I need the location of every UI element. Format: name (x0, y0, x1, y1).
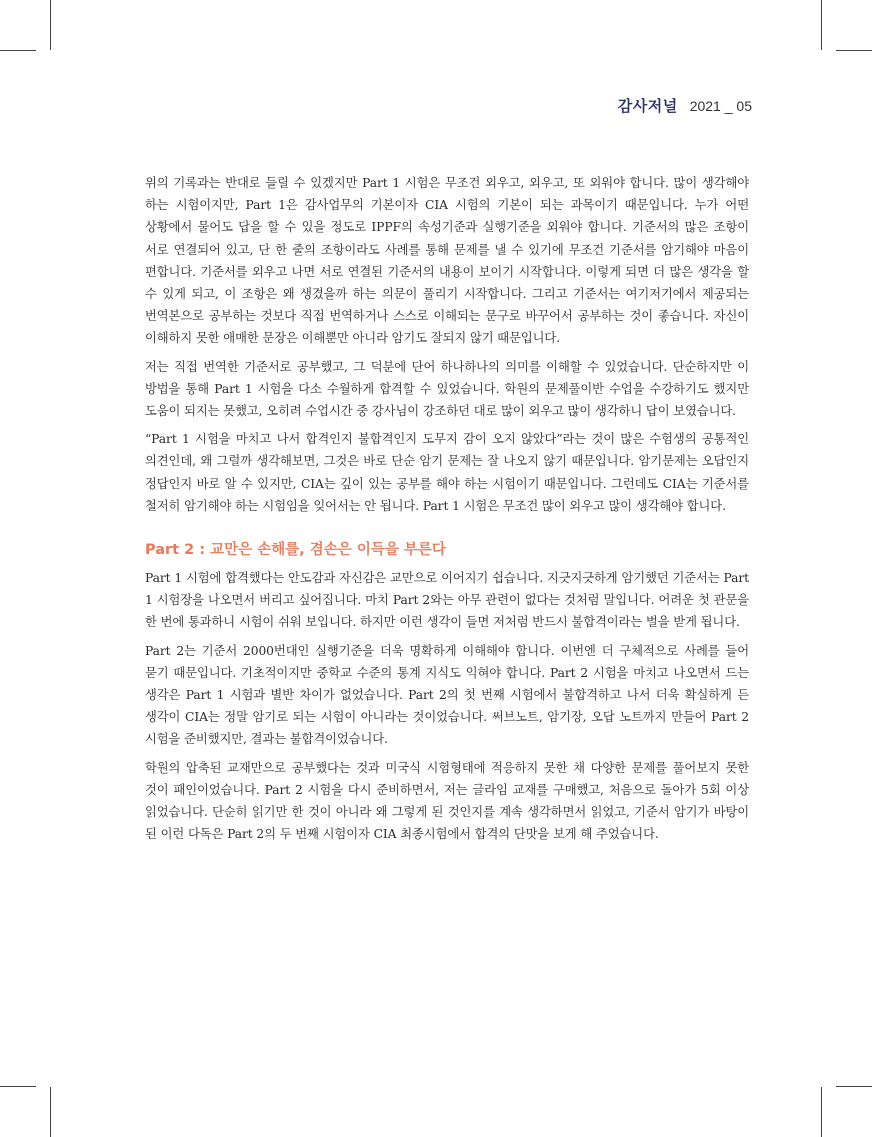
crop-mark-top-right-v (821, 0, 822, 50)
paragraph: 위의 기록과는 반대로 들릴 수 있겠지만 Part 1 시험은 무조건 외우고, 외우고, 또 외워야 합니다. 많이 생각해야 하는 시험이지만, Part 1은 감사업무의 기본이자 CIA 시험의 기본이 되는 과목이기 때문입니다. 누가 어떤 상황에서 물어도 답을 할 수 있을 정도로 IPPF의 속성기준과 실행기준을 외워야 합니다. 기준서의 많은 조항이 서로 연결되어 있고, 단 한 줄의 조항이라도 사례를 통해 문제를 낼 수 있기에 무조건 기준서를 암기해야 마음이 편합니다. 기준서를 외우고 나면 서로 연결된 기준서의 내용이 보이기 시작합니다. 이렇게 되면 더 많은 생각을 할 수 있게 되고, 이 조항은 왜 생겼을까 하는 의문이 풀리기 시작합니다. 그리고 기준서는 여기저기에서 제공되는 번역본으로 공부하는 것보다 직접 번역하거나 스스로 이해되는 문구로 바꾸어서 공부하는 것이 좋습니다. 자신이 이해하지 못한 애매한 문장은 이해뿐만 아니라 암기도 잘되지 않기 때문입니다. (145, 176, 749, 346)
crop-mark-top-left-v (50, 0, 51, 50)
crop-mark-top-left-h (0, 50, 36, 51)
issue-number: 2021 _ 05 (689, 98, 752, 114)
article-body (145, 172, 749, 851)
crop-mark-bottom-right-v (821, 1087, 822, 1137)
crop-mark-bottom-left-h (0, 1086, 36, 1087)
paragraph: Part 2는 기준서 2000번대인 실행기준을 더욱 명확하게 이해해야 합니다. 이번엔 더 구체적으로 사례를 들어 묻기 때문입니다. 기초적이지만 중학교 수준의 통계 지식도 익혀야 합니다. Part 2 시험을 마치고 나오면서 드는 생각은 Part 1 시험과 별반 차이가 없었습니다. Part 2의 첫 번째 시험에서 불합격하고 나서 더욱 확실하게 든 생각이 CIA는 정말 암기로 되는 시험이 아니라는 것이었습니다. 써브노트, 암기장, 오답 노트까지 만들어 Part 2 시험을 준비했지만, 결과는 불합격이었습니다. (145, 643, 749, 747)
crop-mark-top-right-h (836, 50, 872, 51)
crop-mark-bottom-right-h (836, 1086, 872, 1087)
section-heading: Part 2 : 교만은 손해를, 겸손은 이득을 부른다 (145, 542, 446, 559)
paragraph: Part 1 시험에 합격했다는 안도감과 자신감은 교만으로 이어지기 쉽습니다. 지긋지긋하게 암기했던 기준서는 Part 1 시험장을 나오면서 버리고 싶어집니다. 마치 Part 2와는 아무 관련이 없다는 것처럼 말입니다. 어려운 첫 관문을 한 번에 통과하니 시험이 쉬워 보입니다. 하지만 이런 생각이 들면 저처럼 반드시 불합격이라는 벌을 받게 됩니다. (145, 571, 749, 630)
page-header (618, 95, 752, 116)
crop-mark-bottom-left-v (50, 1087, 51, 1137)
paragraph: 학원의 압축된 교재만으로 공부했다는 것과 미국식 시험형태에 적응하지 못한 채 다양한 문제를 풀어보지 못한 것이 패인이었습니다. Part 2 시험을 다시 준비하면서, 저는 글라임 교재를 구매했고, 처음으로 돌아가 5회 이상 읽었습니다. 단순히 읽기만 한 것이 아니라 왜 그렇게 된 것인지를 계속 생각하면서 읽었고, 기준서 암기가 바탕이 된 이런 다독은 Part 2의 두 번째 시험이자 CIA 최종시험에서 합격의 단맛을 보게 해 주었습니다. (145, 760, 749, 842)
paragraph: 저는 직접 번역한 기준서로 공부했고, 그 덕분에 단어 하나하나의 의미를 이해할 수 있었습니다. 단순하지만 이 방법을 통해 Part 1 시험을 다소 수월하게 합격할 수 있었습니다. 학원의 문제풀이반 수업을 수강하기도 했지만 도움이 되지는 못했고, 오히려 수업시간 중 강사님이 강조하던 대로 많이 외우고 많이 생각하니 답이 보였습니다. (145, 359, 749, 419)
paragraph: “Part 1 시험을 마치고 나서 합격인지 불합격인지 도무지 감이 오지 않았다”라는 것이 많은 수험생의 공통적인 의견인데, 왜 그럴까 생각해보면, 그것은 바로 단순 암기 문제는 잘 나오지 않기 때문입니다. 암기문제는 오답인지 정답인지 바로 알 수 있지만, CIA는 깊이 있는 공부를 해야 하는 시험이기 때문입니다. 그런데도 CIA는 기준서를 철저히 암기해야 하는 시험임을 잊어서는 안 됩니다. Part 1 시험은 무조건 많이 외우고 많이 생각해야 합니다. (145, 432, 749, 513)
journal-title: 감사저널 (617, 97, 678, 115)
